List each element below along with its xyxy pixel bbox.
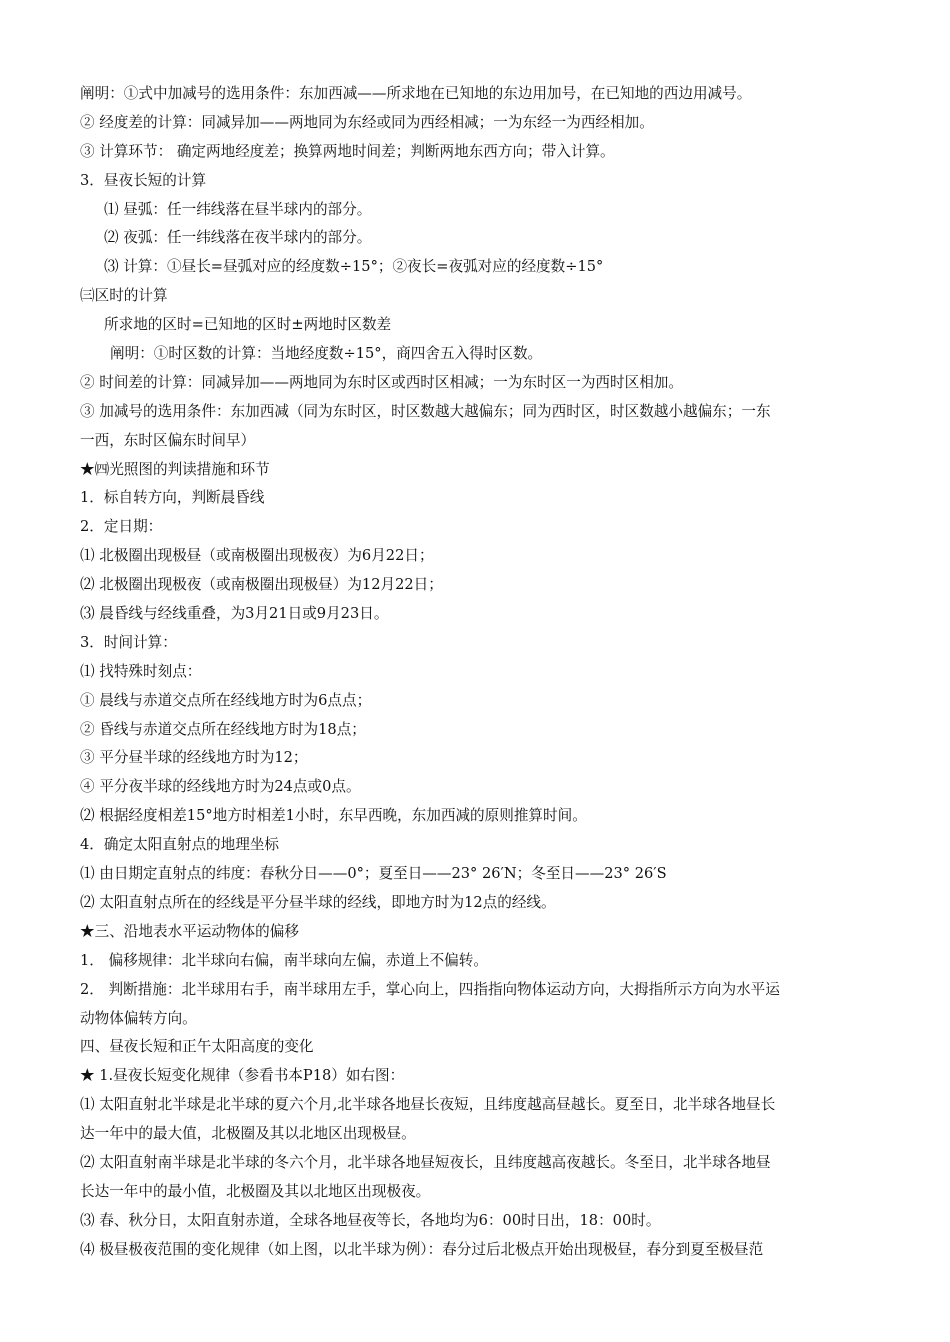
text-line: ★㈣光照图的判读措施和环节 [80,460,270,478]
text-line: ④ 平分夜半球的经线地方时为24点或0点。 [80,778,361,796]
text-line: ② 时间差的计算：同减异加——两地同为东时区或西时区相减；一为东时区一为西时区相加。 [80,373,683,391]
text-line: ② 经度差的计算：同减异加——两地同为东经或同为西经相减；一为东经一为西经相加。 [80,113,654,131]
text-line: 阐明：①时区数的计算：当地经度数÷15°，商四舍五入得时区数。 [110,345,543,363]
text-line: ③ 加减号的选用条件：东加西减（同为东时区，时区数越大越偏东；同为西时区，时区数越小越偏东；一东 [80,402,771,420]
text-line: ⑴ 北极圈出现极昼（或南极圈出现极夜）为6月22日； [80,547,434,565]
text-line: ⑶ 计算：①昼长=昼弧对应的经度数÷15°；②夜长=夜弧对应的经度数÷15° [104,258,604,276]
text-line: ① 晨线与赤道交点所在经线地方时为6点点； [80,691,372,709]
text-line: 所求地的区时=已知地的区时±两地时区数差 [104,316,392,334]
text-line: ⑴ 昼弧：任一纬线落在昼半球内的部分。 [104,200,372,218]
text-line: 达一年中的最大值，北极圈及其以北地区出现极昼。 [80,1125,416,1143]
text-line: ⑴ 找特殊时刻点： [80,662,202,680]
text-line: ⑵ 根据经度相差15°地方时相差1小时，东早西晚，东加西减的原则推算时间。 [80,807,587,825]
text-line: ⑵ 太阳直射南半球是北半球的冬六个月，北半球各地昼短夜长，且纬度越高夜越长。冬至日，北半球各地昼 [80,1153,771,1171]
text-line: ⑴ 太阳直射北半球是北半球的夏六个月,北半球各地昼长夜短，且纬度越高昼越长。夏至日，北半球各地昼长 [80,1096,776,1114]
text-line: ⑷ 极昼极夜范围的变化规律（如上图，以北半球为例）：春分过后北极点开始出现极昼，春分到夏至极昼范 [80,1240,764,1258]
text-line: ★ 1.昼夜长短变化规律（参看书本P18）如右图： [80,1067,405,1085]
text-line: ③ 计算环节： 确定两地经度差；换算两地时间差；判断两地东西方向；带入计算。 [80,142,615,160]
text-line: 阐明：①式中加减号的选用条件：东加西减——所求地在已知地的东边用加号，在已知地的西边用减号。 [80,85,752,102]
text-line: ③ 平分昼半球的经线地方时为12； [80,749,308,767]
text-line: 1．标自转方向，判断晨昏线 [80,489,265,507]
text-line: ② 昏线与赤道交点所在经线地方时为18点； [80,720,366,738]
text-line: ⑴ 由日期定直射点的纬度：春秋分日——0°；夏至日——23° 26′N；冬至日——23° 26′S [80,865,667,883]
text-line: 3．昼夜长短的计算 [80,171,207,189]
text-line: 1． 偏移规律：北半球向右偏，南半球向左偏，赤道上不偏转。 [80,951,488,969]
text-line: 长达一年中的最小值，北极圈及其以北地区出现极夜。 [80,1182,431,1200]
text-line: 2． 判断措施：北半球用右手，南半球用左手，掌心向上，四指指向物体运动方向，大拇指所示方向为水平运 [80,980,780,998]
text-line: 动物体偏转方向。 [80,1009,197,1027]
text-line: ★三、沿地表水平运动物体的偏移 [80,922,299,940]
text-line: 四、昼夜长短和正午太阳高度的变化 [80,1038,314,1056]
text-line: 一西，东时区偏东时间早） [80,431,256,449]
text-line: ⑶ 晨昏线与经线重叠，为3月21日或9月23日。 [80,605,389,623]
text-line: ⑵ 夜弧：任一纬线落在夜半球内的部分。 [104,229,372,247]
text-line: ⑶ 春、秋分日，太阳直射赤道，全球各地昼夜等长，各地均为6：00时日出，18：00时。 [80,1211,661,1229]
text-line: 3．时间计算： [80,633,177,651]
text-line: ⑵ 太阳直射点所在的经线是平分昼半球的经线，即地方时为12点的经线。 [80,893,556,911]
text-line: ㈢区时的计算 [80,287,168,305]
text-line: 2．定日期： [80,518,163,536]
text-line: 4．确定太阳直射点的地理坐标 [80,836,280,854]
text-line: ⑵ 北极圈出现极夜（或南极圈出现极昼）为12月22日； [80,576,443,594]
